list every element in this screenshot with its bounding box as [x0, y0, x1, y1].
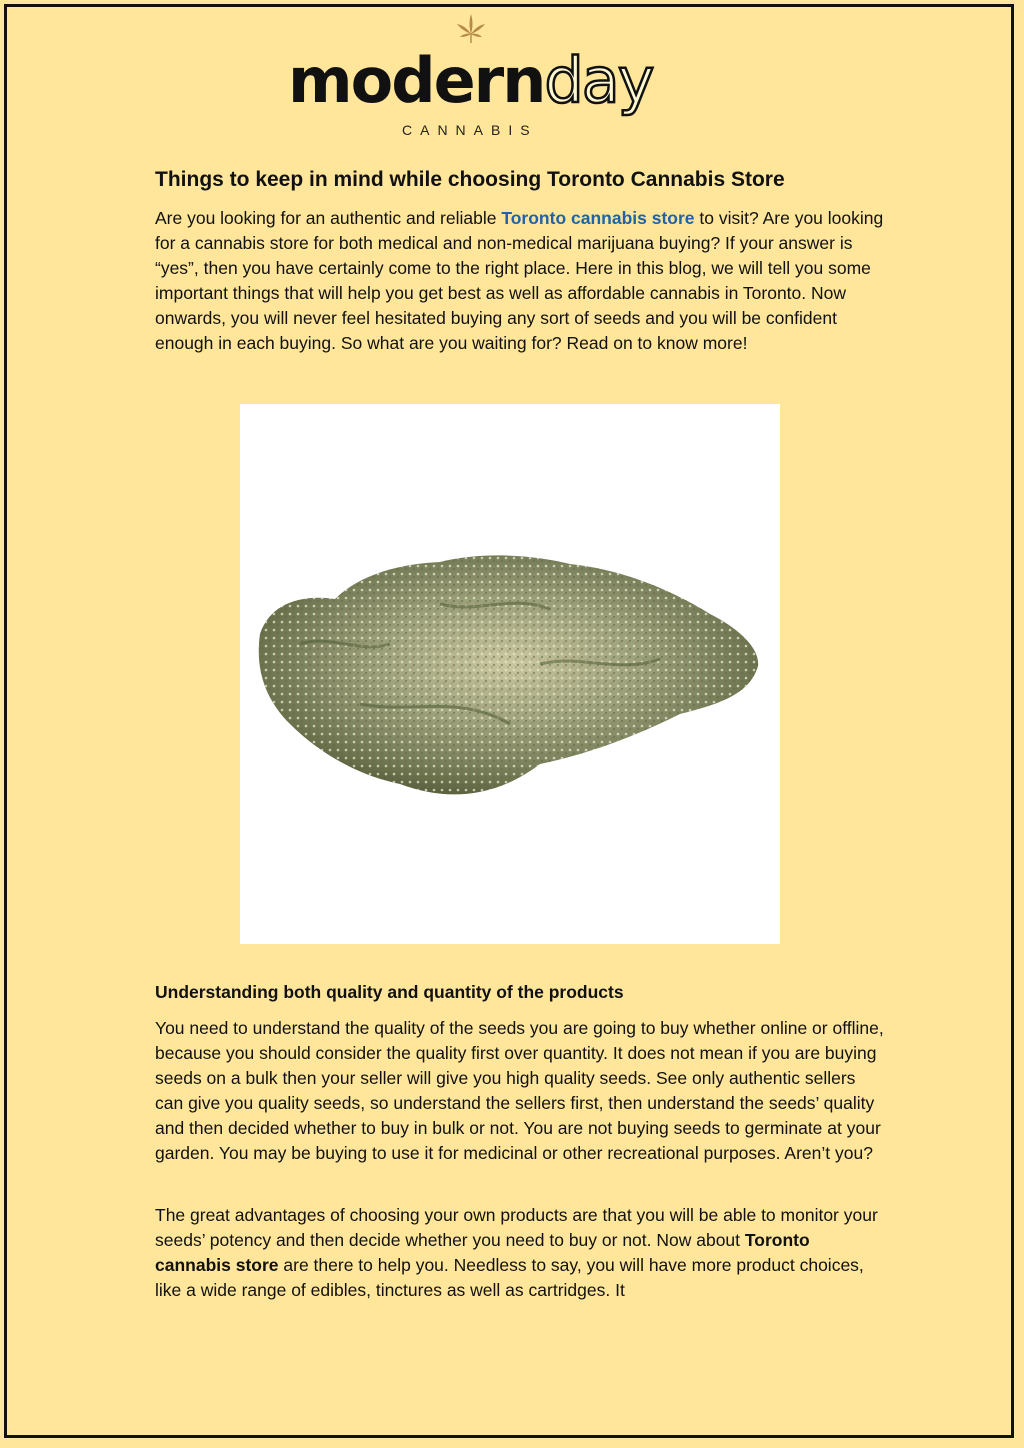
intro-text-start: Are you looking for an authentic and reliable: [155, 208, 502, 228]
brand-name-light: day: [544, 44, 653, 117]
toronto-cannabis-store-link[interactable]: Toronto cannabis store: [501, 208, 695, 228]
brand-wordmark[interactable]: [288, 46, 652, 116]
quality-paragraph: You need to understand the quality of the seeds you are going to buy whether online or offline, because you should consider the quality first over quantity. It does not mean if you are buying seeds on a bulk then your seller will give you high quality seeds. See only authentic sellers can give you quality seeds, so understand the sellers first, then understand the seeds’ quality and then decided whether to buy in bulk or not. You are not buying seeds to germinate at your garden. You may be buying to use it for medicinal or other recreational purposes. Aren’t you?: [155, 1018, 884, 1164]
toronto-cannabis-store-bold: Toronto cannabis store: [155, 1230, 810, 1276]
advantages-paragraph: [155, 1203, 885, 1303]
intro-paragraph: [155, 206, 885, 357]
article-title: Things to keep in mind while choosing Toronto Cannabis Store: [155, 168, 785, 191]
advantages-text-end: are there to help you. Needless to say, you will have more product choices, like a wide range of edibles, tinctures as well as cartridges. It: [155, 1255, 864, 1301]
section-heading: Understanding both quality and quantity of the products: [155, 982, 624, 1002]
cannabis-bud-image: [240, 404, 780, 944]
cannabis-leaf-icon: [457, 14, 485, 44]
brand-tagline: CANNABIS: [402, 122, 538, 138]
advantages-text-start: The great advantages of choosing your own products are that you will be able to monitor your seeds’ potency and then decide whether you need to buy or not. Now about: [155, 1205, 878, 1251]
brand-name-bold: modern: [288, 44, 545, 117]
intro-text-end: to visit? Are you looking for a cannabis store for both medical and non-medical marijuana buying? If your answer is “yes”, then you have certainly come to the right place. Here in this blog, we will tell you some important things that will help you get best as well as affordable cannabis in Toronto. Now onwards, you will never feel hesitated buying any sort of seeds and you will be confident enough in each buying. So what are you waiting for? Read on to know more!: [155, 208, 884, 354]
